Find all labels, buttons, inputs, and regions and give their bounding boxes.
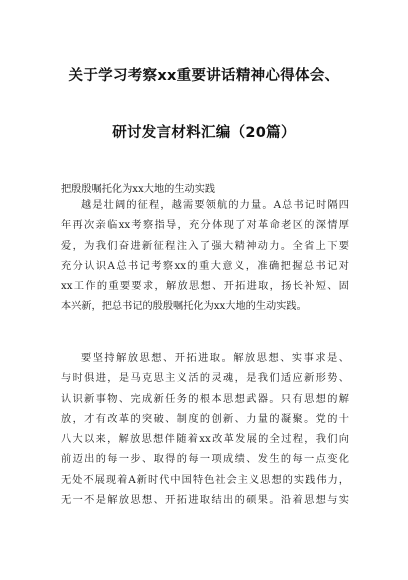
paragraph-line: 与时俱进，是马克思主义活的灵魂，是我们适应新形势、 [61,373,349,385]
paragraph-line: 放，才有改革的突破、制度的创新、力量的凝聚。党的十 [61,413,349,425]
paragraph-line: xx工作的重要要求，解放思想、开拓进取，扬长补短、固 [61,281,349,293]
paragraph-line: 爱，为我们奋进新征程注入了强大精神动力。全省上下要 [61,240,349,252]
paragraph-line: 无一不是解放思想、开拓进取结出的硕果。沿着思想与实 [61,495,349,507]
section-heading: 把殷殷嘱托化为xx大地的生动实践 [61,184,216,195]
paragraph-line: 无处不展现着A新时代中国特色社会主义思想的实践伟力， [61,474,349,486]
paragraph-line: 八大以来，解放思想伴随着xx改革发展的全过程，我们向 [61,434,349,446]
paragraph-line: 前迈出的每一步、取得的每一项成绩、发生的每一点变化 [61,454,349,466]
document-title-line-2: 研讨发言材料汇编（20篇） [112,125,296,141]
paragraph-1 [61,196,349,318]
paragraph-line: 年再次亲临xx考察指导，充分体现了对革命老区的深情厚 [61,220,349,232]
paragraph-line: 本兴新，把总书记的殷殷嘱托化为xx大地的生动实践。 [61,301,307,313]
paragraph-line: 认识新事物、完成新任务的根本思想武器。只有思想的解 [61,393,349,405]
paragraph-line: 越是壮阔的征程，越需要领航的力量。A总书记时隔四 [81,200,349,211]
paragraph-line: 要坚持解放思想、开拓进取。解放思想、实事求是、 [81,353,349,364]
document-title-line-1: 关于学习考察xx重要讲话精神心得体会、 [68,68,340,84]
paragraph-2 [61,349,349,511]
paragraph-line: 充分认识A总书记考察xx的重大意义，准确把握总书记对 [61,260,349,272]
